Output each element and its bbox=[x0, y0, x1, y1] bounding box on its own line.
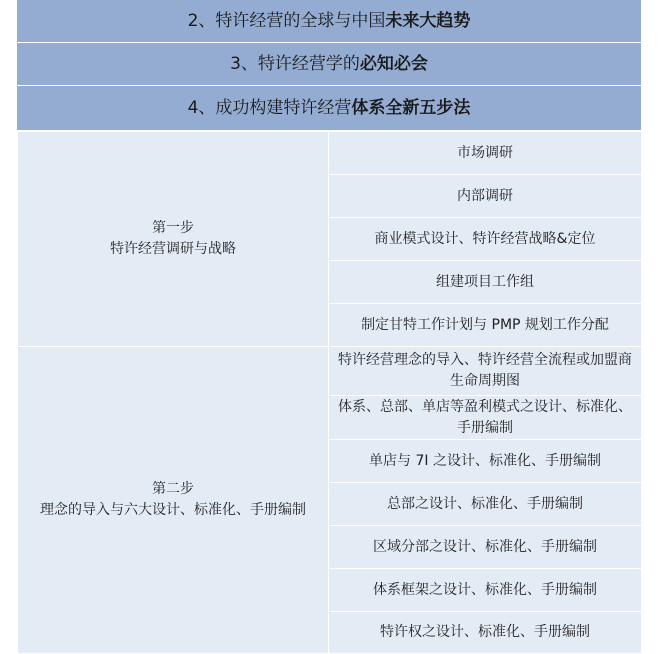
step-item: 体系、总部、单店等盈利模式之设计、标准化、手册编制 bbox=[329, 396, 642, 440]
step-name: 特许经营调研与战略 bbox=[110, 241, 236, 257]
step-cell-1 bbox=[18, 132, 329, 347]
step-item: 特许权之设计、标准化、手册编制 bbox=[329, 612, 642, 654]
header-bold-text: 未来大趋势 bbox=[385, 11, 471, 31]
content-table bbox=[17, 0, 641, 654]
header-bold-text: 体系全新五步法 bbox=[351, 98, 471, 118]
header-text: 4、成功构建特许经营 bbox=[187, 98, 352, 118]
header-text: 3、特许经营学的 bbox=[230, 54, 360, 74]
section-header-3 bbox=[17, 43, 641, 86]
steps-table bbox=[17, 131, 642, 654]
section-header-2 bbox=[17, 0, 641, 43]
table-row bbox=[18, 347, 642, 396]
step-item: 单店与 7I 之设计、标准化、手册编制 bbox=[329, 440, 642, 483]
step-item: 内部调研 bbox=[329, 175, 642, 218]
step-title: 第一步 bbox=[152, 220, 194, 236]
section-header-4 bbox=[17, 86, 641, 131]
step-name: 理念的导入与六大设计、标准化、手册编制 bbox=[40, 502, 306, 518]
step-item: 商业模式设计、特许经营战略&定位 bbox=[329, 218, 642, 261]
table-row bbox=[18, 132, 642, 175]
step-item: 组建项目工作组 bbox=[329, 261, 642, 304]
step-item: 总部之设计、标准化、手册编制 bbox=[329, 483, 642, 526]
step-title: 第二步 bbox=[152, 481, 194, 497]
step-item: 区域分部之设计、标准化、手册编制 bbox=[329, 526, 642, 569]
header-text: 2、特许经营的全球与中国 bbox=[187, 11, 386, 31]
step-item: 特许经营理念的导入、特许经营全流程或加盟商生命周期图 bbox=[329, 347, 642, 396]
header-bold-text: 必知必会 bbox=[359, 54, 428, 74]
step-item: 制定甘特工作计划与 PMP 规划工作分配 bbox=[329, 304, 642, 347]
step-item: 体系框架之设计、标准化、手册编制 bbox=[329, 569, 642, 612]
step-item: 市场调研 bbox=[329, 132, 642, 175]
step-cell-2 bbox=[18, 347, 329, 654]
